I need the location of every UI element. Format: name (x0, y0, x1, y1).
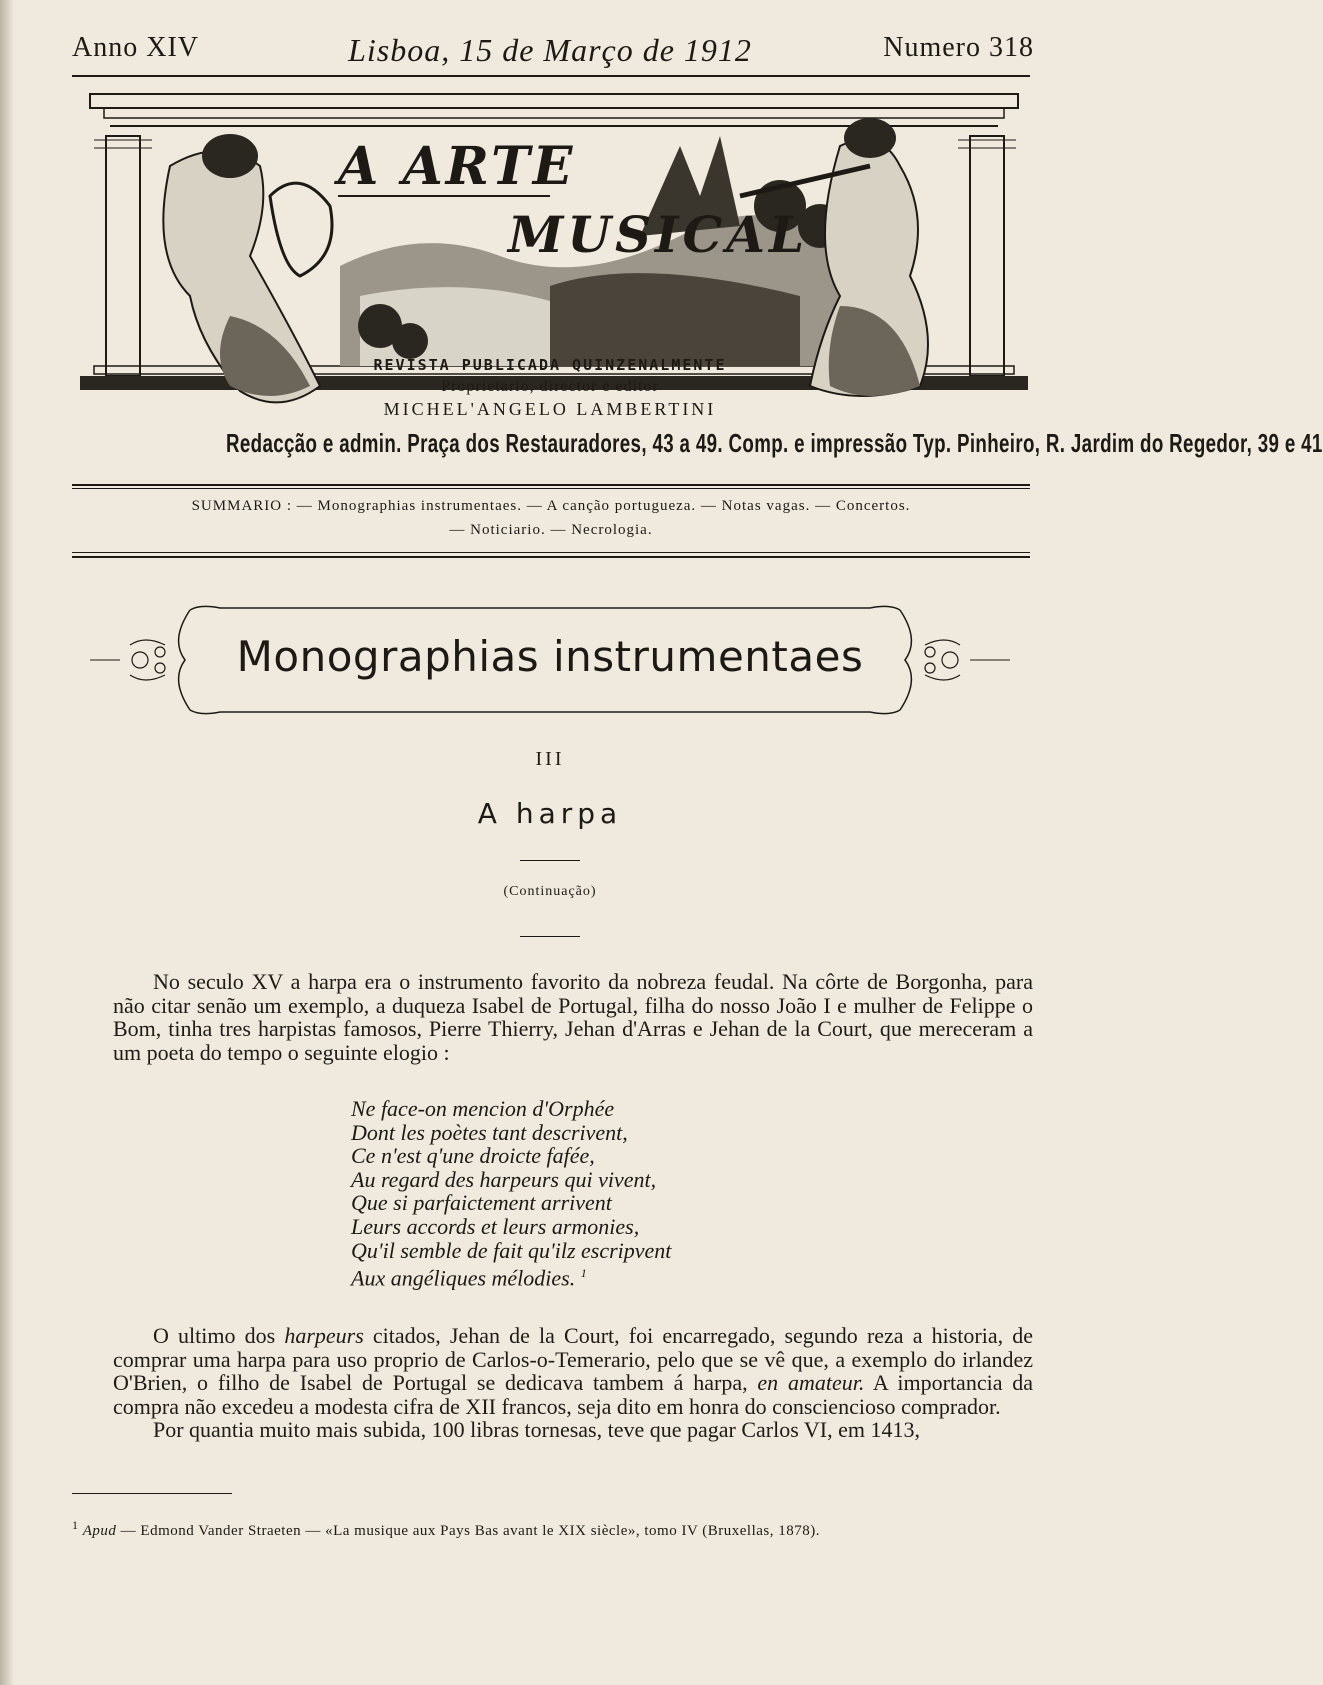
footnote-rule (72, 1493, 232, 1494)
summary-bottom-rule (72, 556, 1030, 558)
verse-line: Dont les poètes tant descrivent, (351, 1119, 628, 1145)
summary-line-2: — Noticiario. — Necrologia. (449, 522, 653, 538)
paragraph-2 (113, 1324, 1033, 1442)
masthead-title-line2: MUSICAL (508, 205, 809, 264)
footnote-text: — Edmond Vander Straeten — «La musique aux Pays Bas avant le XIX siècle», tomo IV (Bruxellas, 1878). (116, 1523, 820, 1539)
continuation-rule (520, 936, 580, 937)
dateline: Lisboa, 15 de Março de 1912 (348, 32, 752, 68)
summary-top-rule (72, 484, 1030, 486)
page-gutter-shadow (0, 0, 14, 1685)
continuation-note: (Continuação) (503, 884, 597, 899)
header-rule (72, 75, 1030, 77)
paragraph-3-text: Por quantia muito mais subida, 100 libras tornesas, teve que pagar Carlos VI, em 1413, (153, 1417, 921, 1442)
verse-line: Au regard des harpeurs qui vivent, (351, 1166, 657, 1192)
verse-line: Que si parfaictement arrivent (351, 1190, 612, 1216)
footnote (72, 1514, 1052, 1542)
footnote-apud: Apud (82, 1523, 117, 1539)
paragraph-2-text (113, 1324, 1033, 1418)
subtitle-rule (520, 860, 580, 861)
paragraph-2-part-b: citados, Jehan de la Court, foi encarregado, segundo reza a historia, de comprar uma harpa para uso proprio de Carlos-o-Temerario, pelo que se vê que, a exemplo do irlandez O'Brien, o filho de Isabel de Portugal se dedicava tambem á harpa, (113, 1323, 1033, 1395)
verse-line-text: Aux angéliques mélodies. (351, 1265, 576, 1291)
verse-line: Ce n'est q'une droicte fafée, (351, 1143, 595, 1169)
masthead-tagline: REVISTA PUBLICADA QUINZENALMENTE (373, 356, 727, 374)
article-title: Monographias instrumentaes (236, 632, 864, 681)
paragraph-2-part-a: O ultimo dos (153, 1323, 285, 1348)
verse-line: Ne face-on mencion d'Orphée (351, 1096, 615, 1121)
summary-bottom-rule-thin (72, 552, 1030, 553)
masthead-address: Redacção e admin. Praça dos Restauradores, 43 a 49. Comp. e impressão Typ. Pinheiro, R. Jardim do Regedor, 39 e 41 (226, 428, 1323, 458)
paragraph-1 (113, 970, 1033, 1064)
issue-number: Numero 318 (883, 32, 1034, 63)
masthead-title-line1: A ARTE (338, 136, 576, 197)
footnote-mark: 1 (72, 1518, 79, 1532)
summary-line-1: SUMMARIO : — Monographias instrumentaes. — A canção portugueza. — Notas vagas. — Concertos. (191, 498, 911, 514)
article-subtitle: A harpa (477, 797, 623, 830)
masthead-role: Proprietario, director e editor (441, 378, 659, 395)
masthead-editor: MICHEL'ANGELO LAMBERTINI (383, 399, 717, 419)
verse-footnote-mark: 1 (580, 1266, 587, 1281)
verse-line: Qu'il semble de fait qu'ilz escripvent (351, 1237, 672, 1263)
verse-block (351, 1097, 851, 1290)
volume-number: Anno XIV (72, 32, 199, 63)
verse-line: Leurs accords et leurs armonies, (351, 1213, 640, 1239)
paragraph-2-part-c: A importancia da compra não excedeu a modesta cifra de XII francos, seja dito em honra do consciencioso comprador. (113, 1370, 1034, 1419)
paragraph-2-italic-amateur: en amateur. (757, 1370, 865, 1395)
masthead-illustration (80, 86, 1028, 426)
paragraph-1-text: No seculo XV a harpa era o instrumento favorito da nobreza feudal. Na côrte de Borgonha, para não citar senão um exemplo, a duqueza Isabel de Portugal, filha do nosso João I e mulher de Felippe o Bom, tinha tres harpistas famosos, Pierre Thierry, Jehan d'Arras e Jehan de la Court, que mereceram a um poeta do tempo o seguinte elogio : (113, 969, 1033, 1065)
paragraph-2-italic-harpeurs: harpeurs (284, 1323, 364, 1348)
verse-line-last (351, 1262, 851, 1290)
section-number: III (535, 748, 565, 770)
summary-top-rule-thin (72, 488, 1030, 489)
